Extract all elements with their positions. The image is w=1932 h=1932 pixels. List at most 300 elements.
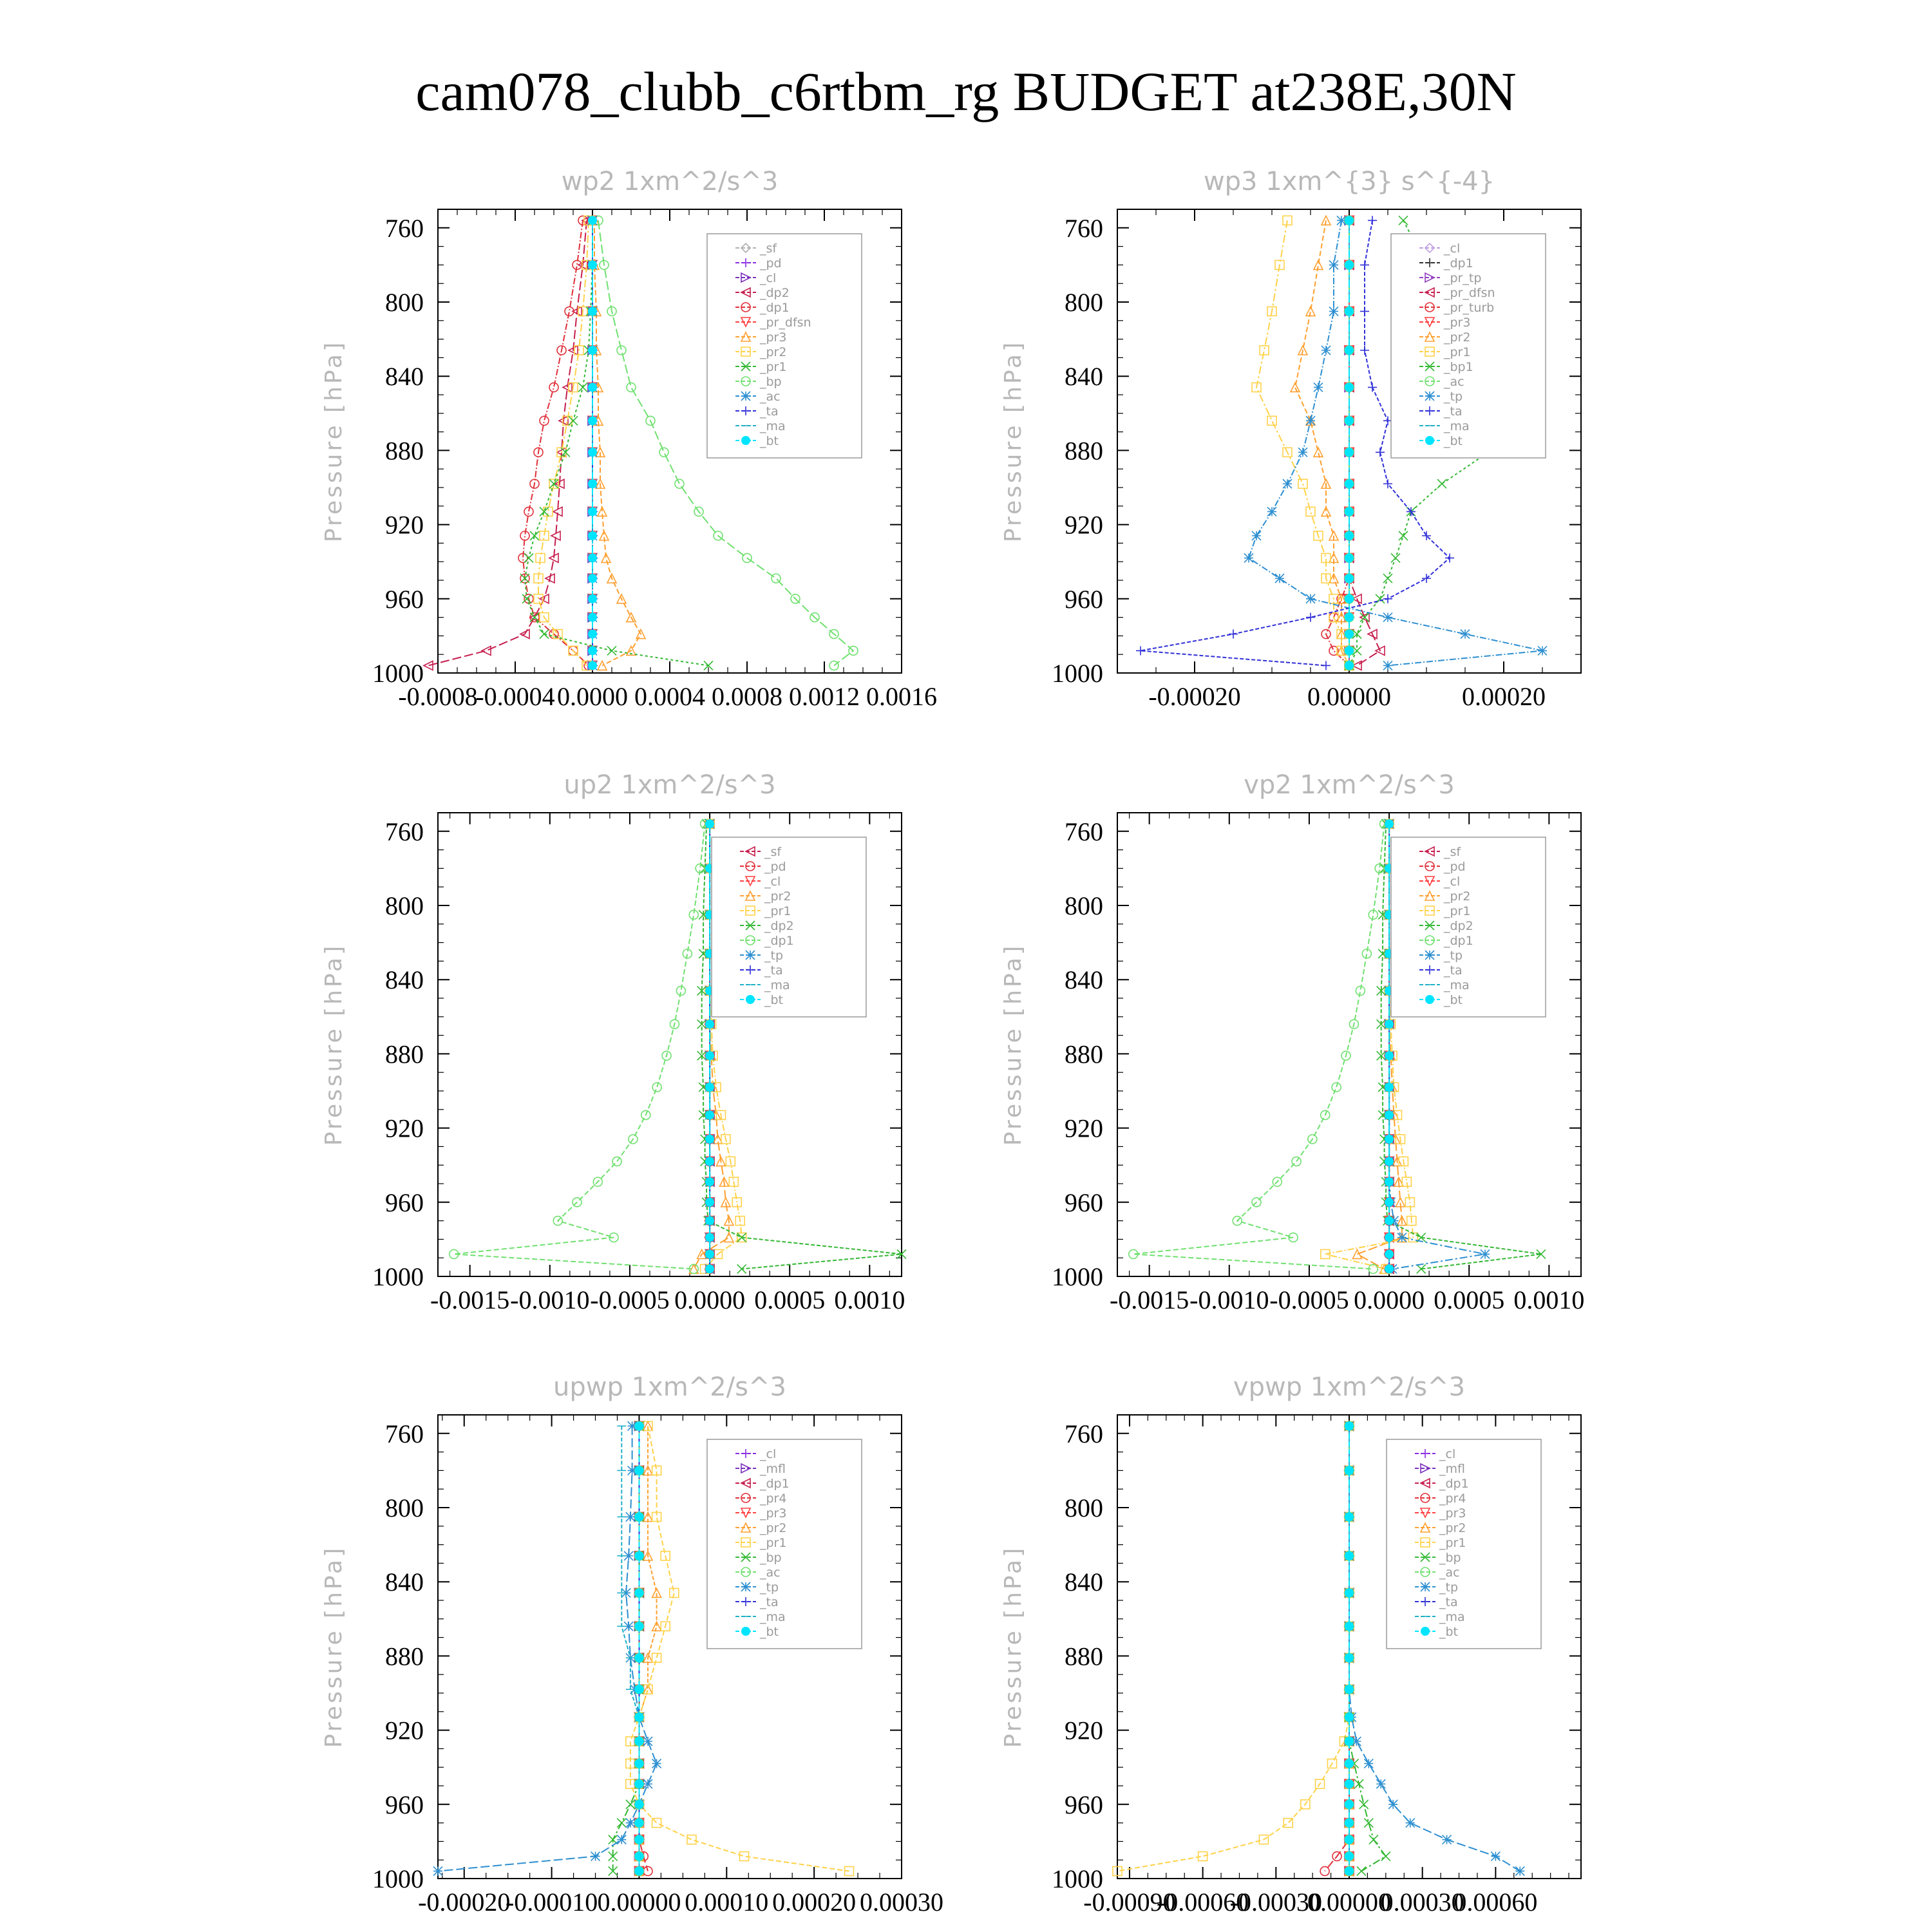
- legend-label_pr_dfsn: _pr_dfsn: [1444, 286, 1495, 300]
- y-tick-label: 880: [1065, 1642, 1103, 1671]
- series-point_bt: [705, 819, 714, 828]
- series-point_tp: [1252, 531, 1261, 540]
- legend-label_pr3: _pr3: [1439, 1506, 1466, 1520]
- x-tick-label: 0.00000: [597, 1888, 681, 1917]
- series-point_pr1: [530, 531, 539, 540]
- y-tick-label: 920: [1065, 510, 1103, 540]
- legend-label_ma: _ma: [760, 419, 786, 433]
- series-point_bt: [588, 661, 597, 670]
- x-tick-label: 0.0000: [1354, 1285, 1425, 1314]
- series-point_dp2: [482, 646, 491, 655]
- series-point_bt: [1345, 1466, 1354, 1475]
- legend-label_ta: _ta: [1439, 1595, 1458, 1609]
- legend-label_pr4: _pr4: [1439, 1492, 1466, 1506]
- legend-label_ac: _ac: [1444, 375, 1464, 389]
- series-point_bt: [1345, 574, 1354, 583]
- chart-panel-3: [321, 770, 906, 1314]
- legend-label_pr_tp: _pr_tp: [1444, 271, 1482, 285]
- series-point_bp1: [1399, 216, 1408, 225]
- y-axis-label: Pressure [hPa]: [1000, 1545, 1027, 1748]
- series-line_tp: [438, 1426, 657, 1871]
- series-point_dp1: [540, 416, 549, 425]
- legend-marker_bt: [746, 995, 755, 1004]
- series-point_tp: [1298, 448, 1307, 457]
- y-tick-label: 760: [1065, 1419, 1103, 1448]
- series-point_bt: [634, 1835, 643, 1844]
- series-point_bt: [1345, 479, 1354, 488]
- series-point_bt: [1385, 1135, 1394, 1144]
- y-tick-label: 920: [385, 1716, 424, 1745]
- legend-marker_bt: [741, 436, 750, 445]
- legend-label_pr2: _pr2: [764, 889, 791, 904]
- legend-label_pr4: _pr4: [760, 1492, 787, 1506]
- series-line_pr2: [538, 220, 589, 665]
- series-point_tp: [1406, 1819, 1415, 1828]
- y-tick-label: 880: [385, 436, 424, 466]
- legend-label_ac: _ac: [760, 1566, 781, 1580]
- legend-label_ma: _ma: [764, 978, 790, 992]
- series-point_pr1: [540, 630, 549, 639]
- series-point_bt: [588, 260, 597, 269]
- series-point_bt: [588, 630, 597, 639]
- series-point_bt: [1345, 383, 1354, 392]
- legend-label_mfl: _mfl: [760, 1462, 786, 1476]
- series-point_bt: [1345, 1779, 1354, 1788]
- series-point_bt: [705, 1110, 714, 1119]
- series-point_bt: [1345, 1421, 1354, 1430]
- series-point_bt: [1345, 1819, 1354, 1828]
- series-point_bt: [634, 1800, 643, 1809]
- x-tick-label: -0.00010: [505, 1888, 598, 1917]
- series-point_bt: [634, 1512, 643, 1521]
- series-point_tp: [626, 1819, 635, 1828]
- legend-label_cl: _cl: [1439, 1447, 1456, 1461]
- legend-label_ta: _ta: [760, 1595, 779, 1609]
- legend-label_pr3: _pr3: [760, 330, 787, 345]
- x-tick-label: 0.00010: [685, 1888, 769, 1917]
- series-point_bt: [705, 1177, 714, 1186]
- y-tick-label: 760: [385, 1419, 424, 1448]
- series-point_tp: [1329, 307, 1338, 316]
- series-point_bt: [588, 531, 597, 540]
- series-point_bt: [705, 1233, 714, 1242]
- chart-panel-2: [1000, 167, 1581, 711]
- series-point_bt: [588, 646, 597, 655]
- series-point_tp: [1443, 1835, 1452, 1844]
- series-point_bt: [1345, 1588, 1354, 1597]
- series-point_pr1: [524, 553, 533, 562]
- series-point_bt: [1345, 1866, 1354, 1875]
- series-point_bt: [634, 1852, 643, 1861]
- series-point_bt: [1385, 1083, 1394, 1092]
- series-point_pr1: [578, 383, 587, 392]
- series-point_bt: [634, 1779, 643, 1788]
- y-tick-label: 800: [385, 288, 424, 317]
- series-point_tp: [1376, 1779, 1385, 1788]
- x-tick-label: -0.0005: [590, 1285, 670, 1314]
- legend-label_pd: _pd: [1444, 860, 1466, 874]
- series-point_bt: [634, 1622, 643, 1631]
- series-point_pr1: [549, 479, 558, 488]
- y-tick-label: 800: [1065, 1493, 1103, 1522]
- series-point_tp: [1383, 613, 1392, 622]
- series-point_bp1: [1437, 479, 1446, 488]
- legend-label_cl: _cl: [760, 1447, 777, 1461]
- series-point_bt: [1345, 613, 1354, 622]
- y-tick-label: 920: [1065, 1716, 1103, 1745]
- y-tick-label: 760: [385, 817, 424, 846]
- x-tick-label: -0.0010: [510, 1285, 590, 1314]
- series-point_pr1: [1298, 479, 1307, 488]
- series-line_pr3: [594, 220, 641, 665]
- y-tick-label: 1000: [372, 1864, 424, 1893]
- x-tick-label: -0.0015: [430, 1285, 510, 1314]
- legend-label_pr3: _pr3: [760, 1506, 787, 1520]
- y-tick-label: 1000: [372, 659, 424, 688]
- x-tick-label: 0.0010: [1513, 1285, 1585, 1314]
- y-tick-label: 880: [385, 1039, 424, 1069]
- x-tick-label: 0.0004: [634, 682, 705, 711]
- legend-label_pr1: _pr1: [760, 1536, 787, 1550]
- x-tick-label: -0.00030: [1229, 1888, 1322, 1917]
- legend-label_tp: _tp: [1444, 390, 1463, 404]
- x-tick-label: 0.0012: [789, 682, 860, 711]
- x-tick-label: -0.00020: [418, 1888, 511, 1917]
- series-point_bt: [1345, 646, 1354, 655]
- legend-label_tp: _tp: [764, 949, 784, 963]
- series-point_bt: [634, 1819, 643, 1828]
- y-tick-label: 840: [1065, 1567, 1103, 1597]
- y-tick-label: 920: [1065, 1113, 1103, 1143]
- series-point_tp: [1538, 646, 1547, 655]
- y-tick-label: 880: [1065, 1039, 1103, 1069]
- y-tick-label: 840: [385, 362, 424, 392]
- x-tick-label: -0.0004: [475, 682, 555, 711]
- y-tick-label: 960: [385, 1188, 424, 1217]
- series-point_bt: [588, 574, 597, 583]
- legend-label_cl: _cl: [1444, 242, 1461, 256]
- legend-marker_tp: [1425, 392, 1434, 401]
- series-point_dp1: [652, 1083, 661, 1092]
- series-point_bt: [1385, 1198, 1394, 1207]
- series-point_bp: [617, 346, 626, 355]
- legend-label_bt: _bt: [760, 434, 779, 448]
- series-point_bt: [705, 1217, 714, 1226]
- series-point_tp: [1244, 553, 1253, 562]
- legend-label_pr_dfsn: _pr_dfsn: [760, 316, 811, 330]
- chart-title: vpwp 1xm^2/s^3: [1233, 1372, 1466, 1402]
- legend-label_bt: _bt: [760, 1625, 779, 1639]
- series-point_bp: [627, 383, 636, 392]
- series-point_bt: [634, 1737, 643, 1746]
- y-tick-label: 840: [385, 1567, 424, 1597]
- series-point_bp: [772, 574, 781, 583]
- series-point_bt: [588, 507, 597, 516]
- series-point_bt: [705, 1051, 714, 1060]
- y-tick-label: 960: [1065, 1188, 1103, 1217]
- series-point_bt: [588, 594, 597, 603]
- series-point_bp: [659, 448, 668, 457]
- series-point_tp: [433, 1866, 442, 1875]
- chart-panel-4: [1000, 770, 1584, 1314]
- y-tick-label: 800: [385, 1493, 424, 1522]
- series-point_pr1: [522, 594, 531, 603]
- legend-label_pr1: _pr1: [1444, 345, 1471, 359]
- series-point_dp2: [424, 661, 433, 670]
- x-tick-label: 0.00020: [772, 1888, 857, 1917]
- legend-label_pr1: _pr1: [1439, 1536, 1466, 1550]
- series-point_dp2: [737, 1264, 746, 1273]
- chart-title: vp2 1xm^2/s^3: [1244, 770, 1455, 800]
- series-point_bt: [1385, 1157, 1394, 1166]
- series-point_tp: [1283, 479, 1292, 488]
- series-point_bt: [1385, 819, 1394, 828]
- series-point_bt: [634, 1466, 643, 1475]
- series-point_bt: [588, 613, 597, 622]
- legend-label_pr3: _pr3: [1444, 316, 1471, 330]
- series-point_tp: [617, 1835, 626, 1844]
- series-line_pr1: [1117, 1426, 1349, 1871]
- series-point_ta: [1422, 574, 1431, 583]
- legend-marker_tp: [1425, 951, 1434, 960]
- legend-label_bp: _bp: [1439, 1551, 1461, 1565]
- series-point_bp: [1369, 1835, 1378, 1844]
- series-point_ta: [1383, 594, 1392, 603]
- series-point_bt: [588, 448, 597, 457]
- series-point_tp: [1337, 216, 1346, 225]
- x-tick-label: 0.0005: [754, 1285, 826, 1314]
- series-point_bt: [1345, 1835, 1354, 1844]
- series-line_pr1: [1256, 220, 1349, 665]
- legend-label_dp1: _dp1: [760, 301, 790, 315]
- y-tick-label: 880: [1065, 436, 1103, 466]
- x-tick-label: 0.0010: [834, 1285, 905, 1314]
- series-point_bt: [1345, 553, 1354, 562]
- series-point_bp: [1381, 1852, 1390, 1861]
- series-point_tp: [1306, 594, 1315, 603]
- series-point_bt: [1345, 448, 1354, 457]
- series-point_ta: [1136, 646, 1145, 655]
- legend-label_dp1: _dp1: [764, 934, 794, 948]
- legend-label_bt: _bt: [764, 993, 784, 1007]
- y-tick-label: 760: [385, 213, 424, 243]
- series-point_bt: [588, 346, 597, 355]
- legend-label_bp: _bp: [760, 375, 782, 389]
- series-point_tp: [1388, 1800, 1397, 1809]
- legend-label_dp1: _dp1: [1439, 1477, 1469, 1491]
- series-point_pr1: [670, 1588, 679, 1597]
- y-tick-label: 1000: [372, 1262, 424, 1291]
- legend-label_ma: _ma: [1444, 419, 1470, 433]
- series-point_bt: [1345, 1685, 1354, 1694]
- series-point_bt: [1345, 1712, 1354, 1721]
- legend-label_pr_turb: _pr_turb: [1444, 301, 1495, 315]
- x-tick-label: 0.00030: [1380, 1888, 1464, 1917]
- series-point_pr1: [561, 448, 570, 457]
- series-point_bp1: [1383, 574, 1392, 583]
- legend-label_dp1: _dp1: [760, 1477, 790, 1491]
- legend-label_bp1: _bp1: [1444, 360, 1473, 374]
- series-point_bt: [1345, 1622, 1354, 1631]
- series-point_bp: [1357, 1866, 1366, 1875]
- series-point_bt: [1345, 1737, 1354, 1746]
- legend-label_pr2: _pr2: [760, 1521, 787, 1535]
- legend-label_bp: _bp: [760, 1551, 782, 1565]
- y-tick-label: 760: [1065, 817, 1103, 846]
- legend-marker_tp: [741, 1582, 750, 1591]
- series-point_bt: [1345, 260, 1354, 269]
- series-point_bt: [705, 1157, 714, 1166]
- legend-label_dp2: _dp2: [760, 286, 790, 300]
- y-tick-label: 920: [385, 510, 424, 540]
- series-point_bt: [1345, 1759, 1354, 1768]
- series-point_tp: [1383, 661, 1392, 670]
- y-tick-label: 800: [1065, 891, 1103, 920]
- x-tick-label: 0.00060: [1454, 1888, 1538, 1917]
- series-point_bt: [1385, 1217, 1394, 1226]
- y-tick-label: 1000: [1052, 1262, 1103, 1291]
- chart-panel-5: [321, 1372, 943, 1917]
- y-tick-label: 760: [1065, 213, 1103, 243]
- series-point_bt: [1345, 531, 1354, 540]
- series-point_bp: [675, 479, 684, 488]
- chart-title: wp2 1xm^2/s^3: [561, 167, 779, 196]
- y-tick-label: 960: [385, 1790, 424, 1819]
- x-tick-label: 0.0005: [1434, 1285, 1505, 1314]
- series-point_ta: [1368, 383, 1377, 392]
- series-point_ta: [1360, 260, 1369, 269]
- series-point_bt: [705, 1135, 714, 1144]
- figure-title: cam078_clubb_c6rtbm_rg BUDGET at238E,30N: [415, 61, 1517, 122]
- chart-title: wp3 1xm^{3} s^{-4}: [1203, 167, 1495, 196]
- series-point_bt: [1345, 1512, 1354, 1521]
- y-axis-label: Pressure [hPa]: [1000, 339, 1027, 543]
- legend-label_pr1: _pr1: [760, 360, 787, 374]
- series-point_pr1: [1267, 416, 1276, 425]
- legend-label_ac: _ac: [760, 390, 781, 404]
- series-point_dp1: [1332, 1083, 1341, 1092]
- chart-panel-1: [321, 167, 937, 711]
- legend-label_sf: _sf: [1444, 845, 1461, 859]
- series-point_bt: [588, 307, 597, 316]
- x-tick-label: 0.00020: [1462, 682, 1546, 711]
- series-point_ta: [1360, 307, 1369, 316]
- series-point_pr2: [1314, 448, 1323, 457]
- series-point_bt: [588, 479, 597, 488]
- series-point_tp: [1267, 507, 1276, 516]
- chart-title: up2 1xm^2/s^3: [564, 770, 776, 800]
- series-point_bt: [1385, 1019, 1394, 1028]
- series-point_bt: [1345, 594, 1354, 603]
- legend-marker_bt: [1425, 995, 1434, 1004]
- series-point_bt: [634, 1712, 643, 1721]
- legend-label_ma: _ma: [1439, 1610, 1465, 1624]
- legend-label_pd: _pd: [760, 256, 782, 270]
- y-tick-label: 1000: [1052, 1864, 1103, 1893]
- legend-marker_tp: [746, 951, 755, 960]
- legend-label_dp2: _dp2: [764, 919, 794, 933]
- legend-marker_bt: [1425, 436, 1434, 445]
- series-point_bp: [1359, 1800, 1368, 1809]
- chart-title: upwp 1xm^2/s^3: [553, 1372, 786, 1402]
- y-tick-label: 840: [1065, 362, 1103, 392]
- legend-label_pr1: _pr1: [1444, 904, 1471, 918]
- x-tick-label: 0.0008: [712, 682, 782, 711]
- series-point_pr1: [569, 416, 578, 425]
- series-point_bt: [588, 383, 597, 392]
- series-point_bt: [634, 1759, 643, 1768]
- x-tick-label: -0.0015: [1109, 1285, 1189, 1314]
- series-point_ta: [1368, 216, 1377, 225]
- series-point_pr1: [540, 507, 549, 516]
- legend-label_cl: _cl: [764, 875, 781, 889]
- legend-label_tp: _tp: [1439, 1580, 1459, 1595]
- series-point_bp: [617, 1819, 626, 1828]
- y-tick-label: 1000: [1052, 659, 1103, 688]
- series-line_pr1: [525, 220, 708, 665]
- series-point_tp: [591, 1852, 600, 1861]
- legend-label_cl: _cl: [760, 271, 777, 285]
- series-point_pr2: [1291, 383, 1300, 392]
- legend-label_bt: _bt: [1439, 1625, 1459, 1639]
- series-point_dp1: [549, 383, 558, 392]
- x-tick-label: -0.0005: [1269, 1285, 1349, 1314]
- chart-panel-6: [1000, 1372, 1581, 1917]
- legend-label_pr2: _pr2: [1439, 1521, 1466, 1535]
- series-point_pr2: [1352, 1249, 1361, 1258]
- series-point_bt: [1385, 1110, 1394, 1119]
- legend-label_ta: _ta: [1444, 963, 1463, 978]
- x-tick-label: 0.0016: [866, 682, 937, 711]
- legend-label_cl: _cl: [1444, 875, 1461, 889]
- series-point_tp: [626, 1512, 635, 1521]
- series-point_ta: [1376, 448, 1385, 457]
- y-tick-label: 840: [1065, 965, 1103, 995]
- series-point_bt: [1385, 1051, 1394, 1060]
- legend-label_dp1: _dp1: [1444, 256, 1473, 270]
- series-point_bp1: [1360, 613, 1369, 622]
- legend-label_bt: _bt: [1444, 434, 1463, 448]
- y-tick-label: 880: [385, 1642, 424, 1671]
- series-point_bt: [1345, 416, 1354, 425]
- series-point_pr1: [652, 1653, 661, 1662]
- legend-label_sf: _sf: [764, 845, 782, 859]
- legend-marker_bt: [1421, 1627, 1430, 1636]
- series-point_bt: [1345, 507, 1354, 516]
- series-line_dp1: [1133, 824, 1385, 1269]
- series-point_bt: [1345, 1800, 1354, 1809]
- series-point_bt: [705, 1019, 714, 1028]
- series-point_bt: [1345, 1551, 1354, 1560]
- series-point_tp: [1306, 416, 1315, 425]
- x-tick-label: -0.00020: [1148, 682, 1241, 711]
- series-point_bt: [1345, 1653, 1354, 1662]
- series-point_ta: [1306, 613, 1315, 622]
- x-tick-label: -0.00060: [1156, 1888, 1249, 1917]
- series-point_bt: [705, 1083, 714, 1092]
- y-tick-label: 800: [1065, 288, 1103, 317]
- series-point_tp: [1461, 630, 1470, 639]
- x-tick-label: -0.00090: [1083, 1888, 1176, 1917]
- series-point_bt: [1385, 1264, 1394, 1273]
- series-point_bt: [705, 1264, 714, 1273]
- y-tick-label: 800: [385, 891, 424, 920]
- series-point_bp1: [1399, 531, 1408, 540]
- x-tick-label: 0.00000: [1307, 682, 1391, 711]
- series-point_bt: [1345, 346, 1354, 355]
- y-axis-label: Pressure [hPa]: [321, 339, 347, 543]
- series-point_bt: [634, 1588, 643, 1597]
